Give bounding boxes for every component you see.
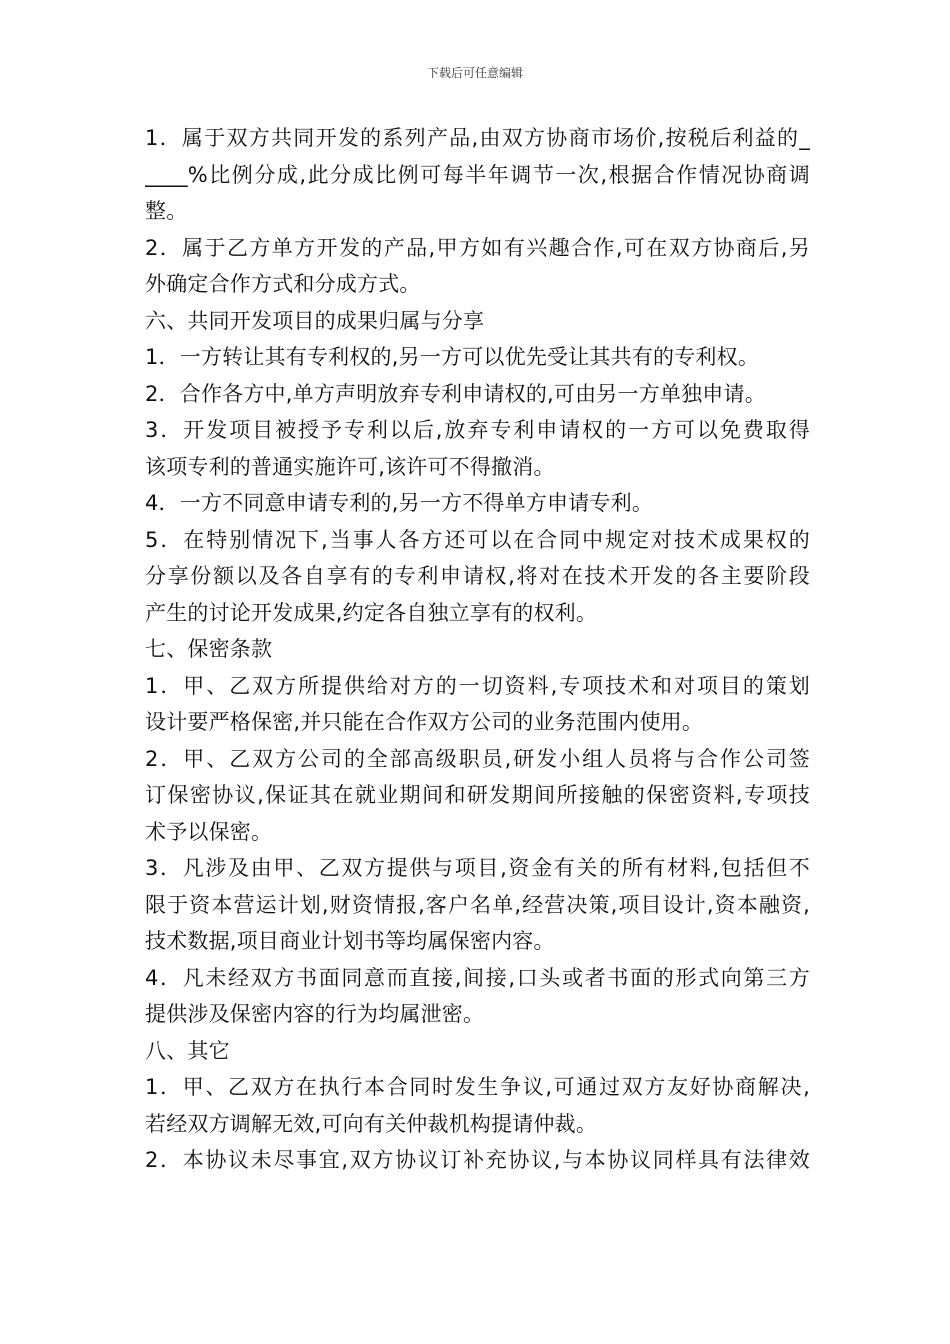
text-line: ____%比例分成,此分成比例可每半年调节一次,根据合作情况协商调 — [145, 162, 810, 187]
text-line: 3．开发项目被授予专利以后,放弃专利申请权的一方可以免费取得 — [145, 418, 810, 442]
text-line: 六、共同开发项目的成果归属与分享 — [145, 308, 485, 333]
text-line: 分享份额以及各自享有的专利申请权,将对在技术开发的各主要阶段 — [145, 564, 810, 588]
text-line: 1．甲、乙双方所提供给对方的一切资料,专项技术和对项目的策划 — [145, 673, 810, 698]
text-line: 4．凡未经双方书面同意而直接,间接,口头或者书面的形式向第三方 — [145, 965, 810, 990]
text-line: 提供涉及保密内容的行为均属泄密。 — [145, 1002, 485, 1026]
document-body — [145, 120, 810, 1179]
text-line: 2．本协议未尽事宜,双方协议订补充协议,与本协议同样具有法律效 — [145, 1148, 810, 1172]
text-line: 1．一方转让其有专利权的,另一方可以优先受让其共有的专利权。 — [145, 345, 760, 369]
text-line: 八、其它 — [145, 1038, 230, 1063]
text-line: 该项专利的普通实施许可,该许可不得撤消。 — [145, 454, 555, 479]
text-line: 技术数据,项目商业计划书等均属保密内容。 — [145, 929, 555, 953]
text-line: 设计要严格保密,并只能在合作双方公司的业务范围内使用。 — [145, 710, 704, 734]
text-line: 3．凡涉及由甲、乙双方提供与项目,资金有关的所有材料,包括但不 — [145, 856, 810, 880]
text-line: 术予以保密。 — [145, 819, 273, 844]
text-line: 2．甲、乙双方公司的全部高级职员,研发小组人员将与合作公司签 — [145, 746, 810, 771]
text-line: 七、保密条款 — [145, 637, 273, 661]
text-line: 产生的讨论开发成果,约定各自独立享有的权利。 — [145, 600, 598, 625]
text-line: 外确定合作方式和分成方式。 — [145, 272, 421, 296]
text-line: 5．在特别情况下,当事人各方还可以在合同中规定对技术成果权的 — [145, 527, 810, 552]
page-header: 下载后可任意编辑 — [426, 66, 523, 80]
text-line: 限于资本营运计划,财资情报,客户名单,经营决策,项目设计,资本融资, — [145, 892, 810, 917]
text-line: 若经双方调解无效,可向有关仲裁机构提请仲裁。 — [145, 1111, 598, 1136]
text-line: 4．一方不同意申请专利的,另一方不得单方申请专利。 — [145, 491, 654, 515]
text-line: 整。 — [145, 199, 188, 223]
text-line: 1．属于双方共同开发的系列产品,由双方协商市场价,按税后利益的_ — [145, 126, 810, 150]
text-line: 订保密协议,保证其在就业期间和研发期间所接触的保密资料,专项技 — [145, 783, 810, 807]
text-line: 2．合作各方中,单方声明放弃专利申请权的,可由另一方单独申请。 — [145, 381, 766, 406]
text-line: 1．甲、乙双方在执行本合同时发生争议,可通过双方友好协商解决, — [145, 1075, 810, 1099]
text-line: 2．属于乙方单方开发的产品,甲方如有兴趣合作,可在双方协商后,另 — [145, 235, 810, 260]
